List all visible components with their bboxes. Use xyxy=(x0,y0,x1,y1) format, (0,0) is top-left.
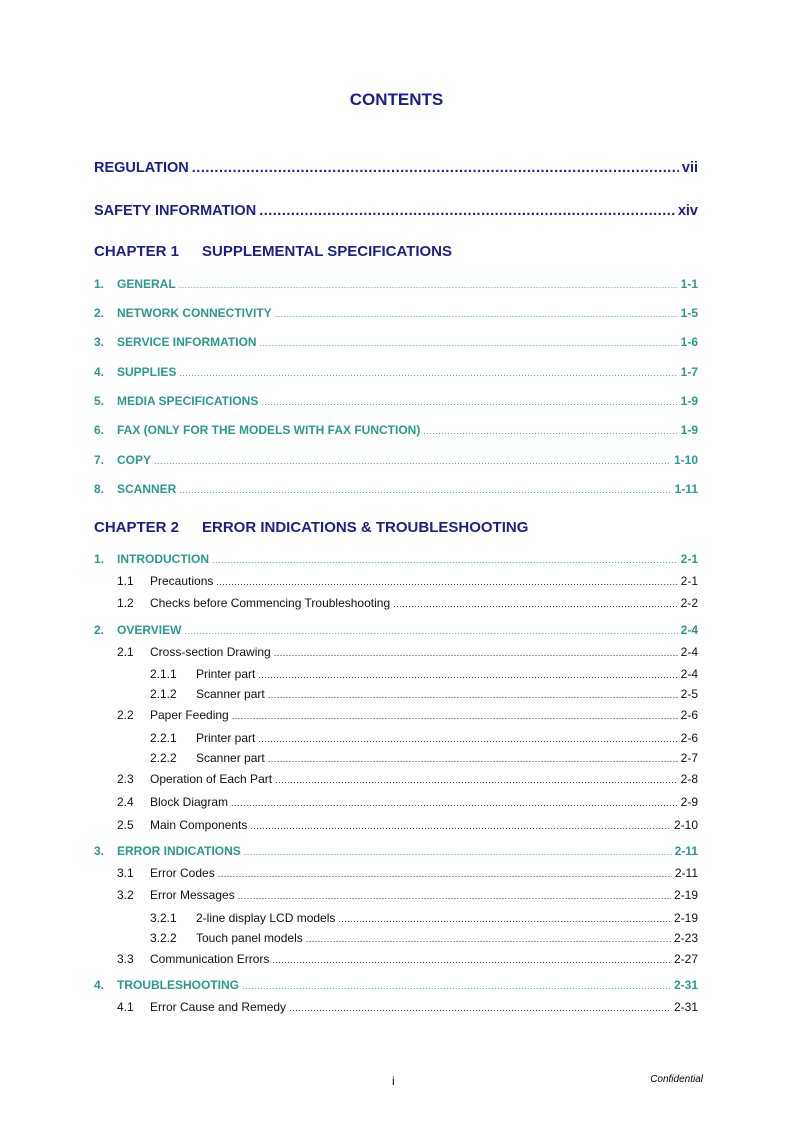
toc-subsection-entry[interactable] xyxy=(117,795,698,809)
toc-subsection-entry[interactable] xyxy=(117,708,698,722)
toc-section-entry[interactable] xyxy=(94,482,698,496)
toc-entry-page: 2-6 xyxy=(680,708,698,722)
toc-entry-number: 2.2 xyxy=(117,708,134,722)
toc-entry-label: SCANNER xyxy=(117,482,177,496)
toc-entry-page: 2-4 xyxy=(680,667,698,681)
toc-entry-label: Scanner part xyxy=(196,687,265,701)
toc-subsection-entry[interactable] xyxy=(117,574,698,588)
chapter-2-heading[interactable] xyxy=(94,519,528,536)
toc-entry-label: SERVICE INFORMATION xyxy=(117,335,257,349)
toc-subsection-entry[interactable] xyxy=(117,645,698,659)
toc-subsubsection-entry[interactable] xyxy=(150,751,698,765)
dot-leader xyxy=(179,485,671,495)
dot-leader xyxy=(244,847,672,857)
toc-subsection-entry[interactable] xyxy=(117,1000,698,1014)
dot-leader xyxy=(275,775,678,785)
toc-entry-label: Error Codes xyxy=(150,866,215,880)
toc-entry-number: 1.1 xyxy=(117,574,134,588)
toc-subsection-entry[interactable] xyxy=(117,888,698,902)
toc-section-entry[interactable] xyxy=(94,335,698,349)
toc-entry-page: 2-19 xyxy=(673,888,698,902)
page-number: i xyxy=(392,1074,395,1088)
toc-entry-page: 2-23 xyxy=(673,931,698,945)
toc-entry-page: 2-31 xyxy=(673,1000,698,1014)
toc-entry-label: Paper Feeding xyxy=(150,708,229,722)
toc-entry-number: 3.2.1 xyxy=(150,911,177,925)
toc-section-entry[interactable] xyxy=(94,844,698,858)
toc-entry-label: SUPPLIES xyxy=(117,365,177,379)
dot-leader xyxy=(261,397,677,407)
toc-section-entry[interactable] xyxy=(94,552,698,566)
dot-leader xyxy=(232,711,678,721)
toc-subsubsection-entry[interactable] xyxy=(150,931,698,945)
toc-entry-page: 2-4 xyxy=(680,645,698,659)
toc-subsection-entry[interactable] xyxy=(117,866,698,880)
toc-entry-number: 3.2 xyxy=(117,888,134,902)
toc-entry-label: Error Messages xyxy=(150,888,235,902)
dot-leader xyxy=(268,690,678,700)
toc-entry-page: 2-5 xyxy=(680,687,698,701)
dot-leader xyxy=(272,955,671,965)
toc-entry-label: REGULATION xyxy=(94,160,189,176)
dot-leader xyxy=(184,626,677,636)
dot-leader xyxy=(289,1003,671,1013)
toc-entry-page: 1-6 xyxy=(680,335,698,349)
toc-subsubsection-entry[interactable] xyxy=(150,667,698,681)
toc-entry-number: 2.3 xyxy=(117,772,134,786)
toc-entry-label: NETWORK CONNECTIVITY xyxy=(117,306,272,320)
toc-entry-page: xiv xyxy=(677,203,698,219)
dot-leader xyxy=(250,821,671,831)
toc-entry-number: 2. xyxy=(94,306,105,320)
toc-entry-label: TROUBLESHOOTING xyxy=(117,978,239,992)
toc-subsection-entry[interactable] xyxy=(117,772,698,786)
chapter-number: CHAPTER 2 xyxy=(94,519,180,536)
toc-entry-number: 3.2.2 xyxy=(150,931,177,945)
toc-entry-page: 2-11 xyxy=(674,844,698,858)
toc-entry-page: 2-2 xyxy=(680,596,698,610)
toc-entry-label: COPY xyxy=(117,453,152,467)
toc-entry-number: 3. xyxy=(94,844,105,858)
toc-entry-number: 1. xyxy=(94,552,105,566)
toc-entry-number: 2.4 xyxy=(117,795,134,809)
toc-subsubsection-entry[interactable] xyxy=(150,731,698,745)
dot-leader xyxy=(268,754,678,764)
toc-entry-label: Scanner part xyxy=(196,751,265,765)
toc-subsection-entry[interactable] xyxy=(117,818,698,832)
toc-entry-number: 2. xyxy=(94,623,105,637)
toc-entry-page: 2-27 xyxy=(673,952,698,966)
dot-leader xyxy=(423,426,677,436)
dot-leader xyxy=(238,891,671,901)
chapter-title: ERROR INDICATIONS & TROUBLESHOOTING xyxy=(202,519,529,536)
toc-entry-page: 1-1 xyxy=(680,277,698,291)
toc-entry-label: GENERAL xyxy=(117,277,176,291)
toc-entry-number: 6. xyxy=(94,423,105,437)
toc-entry-number: 7. xyxy=(94,453,105,467)
toc-entry-number: 2.5 xyxy=(117,818,134,832)
toc-entry-page: 2-19 xyxy=(673,911,698,925)
toc-entry-page: 2-4 xyxy=(680,623,698,637)
toc-entry-label: Printer part xyxy=(196,731,256,745)
toc-entry-page: 1-5 xyxy=(680,306,698,320)
toc-entry-label: Precautions xyxy=(150,574,214,588)
toc-entry-label: SAFETY INFORMATION xyxy=(94,203,257,219)
dot-leader xyxy=(216,577,677,587)
toc-section-entry[interactable] xyxy=(94,306,698,320)
chapter-1-heading[interactable] xyxy=(94,243,452,260)
toc-entry-number: 2.1 xyxy=(117,645,134,659)
dot-leader xyxy=(154,456,671,466)
toc-entry-number: 3.1 xyxy=(117,866,134,880)
toc-subsubsection-entry[interactable] xyxy=(150,911,698,925)
dot-leader xyxy=(260,338,678,348)
dot-leader xyxy=(179,280,678,290)
chapter-title: SUPPLEMENTAL SPECIFICATIONS xyxy=(202,243,453,260)
toc-entry-page: 2-1 xyxy=(680,552,698,566)
toc-entry-label: INTRODUCTION xyxy=(117,552,209,566)
toc-entry-label: Cross-section Drawing xyxy=(150,645,271,659)
toc-entry-regulation[interactable] xyxy=(94,160,698,176)
toc-entry-label: OVERVIEW xyxy=(117,623,182,637)
toc-entry-label: Operation of Each Part xyxy=(150,772,273,786)
toc-entry-page: 1-10 xyxy=(673,453,698,467)
toc-entry-number: 8. xyxy=(94,482,105,496)
toc-entry-page: 1-11 xyxy=(674,482,698,496)
toc-entry-label: FAX (ONLY FOR THE MODELS WITH FAX FUNCTION) xyxy=(117,423,421,437)
toc-entry-number: 4. xyxy=(94,365,105,379)
dot-leader xyxy=(338,914,671,924)
toc-entry-page: 2-7 xyxy=(680,751,698,765)
toc-subsubsection-entry[interactable] xyxy=(150,687,698,701)
dot-leader xyxy=(393,599,678,609)
toc-subsection-entry[interactable] xyxy=(117,596,698,610)
toc-entry-number: 2.1.2 xyxy=(150,687,177,701)
toc-entry-label: Main Components xyxy=(150,818,248,832)
dot-leader xyxy=(306,934,671,944)
toc-entry-page: 2-8 xyxy=(680,772,698,786)
dot-leader xyxy=(259,203,675,219)
toc-entry-number: 2.2.2 xyxy=(150,751,177,765)
toc-entry-number: 3. xyxy=(94,335,105,349)
dot-leader xyxy=(212,555,678,565)
toc-entry-number: 5. xyxy=(94,394,105,408)
toc-entry-number: 2.2.1 xyxy=(150,731,177,745)
toc-entry-label: Printer part xyxy=(196,667,256,681)
toc-entry-page: 2-11 xyxy=(674,866,698,880)
toc-entry-page: 2-1 xyxy=(680,574,698,588)
toc-entry-safety-information[interactable] xyxy=(94,203,698,219)
toc-section-entry[interactable] xyxy=(94,978,698,992)
confidential-label: Confidential xyxy=(650,1074,703,1085)
toc-entry-number: 1.2 xyxy=(117,596,134,610)
toc-section-entry[interactable] xyxy=(94,453,698,467)
toc-section-entry[interactable] xyxy=(94,623,698,637)
toc-entry-page: vii xyxy=(681,160,698,176)
toc-entry-label: ERROR INDICATIONS xyxy=(117,844,241,858)
toc-entry-label: Communication Errors xyxy=(150,952,270,966)
dot-leader xyxy=(242,981,671,991)
toc-entry-number: 1. xyxy=(94,277,105,291)
toc-entry-label: Error Cause and Remedy xyxy=(150,1000,287,1014)
page-title: CONTENTS xyxy=(349,90,444,109)
toc-entry-number: 4.1 xyxy=(117,1000,134,1014)
dot-leader xyxy=(179,368,677,378)
toc-section-entry[interactable] xyxy=(94,423,698,437)
toc-section-entry[interactable] xyxy=(94,365,698,379)
dot-leader xyxy=(231,798,678,808)
toc-entry-page: 1-9 xyxy=(680,423,698,437)
toc-entry-page: 2-31 xyxy=(673,978,698,992)
toc-entry-label: Checks before Commencing Troubleshooting xyxy=(150,596,391,610)
chapter-number: CHAPTER 1 xyxy=(94,243,180,260)
toc-entry-page: 2-9 xyxy=(680,795,698,809)
toc-subsection-entry[interactable] xyxy=(117,952,698,966)
toc-entry-page: 1-9 xyxy=(680,394,698,408)
toc-section-entry[interactable] xyxy=(94,394,698,408)
toc-entry-page: 1-7 xyxy=(680,365,698,379)
dot-leader xyxy=(258,670,677,680)
toc-entry-number: 3.3 xyxy=(117,952,134,966)
dot-leader xyxy=(258,734,677,744)
dot-leader xyxy=(274,648,678,658)
toc-entry-number: 4. xyxy=(94,978,105,992)
toc-entry-page: 2-10 xyxy=(673,818,698,832)
toc-entry-number: 2.1.1 xyxy=(150,667,177,681)
toc-entry-label: Block Diagram xyxy=(150,795,229,809)
toc-entry-label: MEDIA SPECIFICATIONS xyxy=(117,394,259,408)
toc-entry-page: 2-6 xyxy=(680,731,698,745)
dot-leader xyxy=(275,309,678,319)
toc-entry-label: Touch panel models xyxy=(196,931,303,945)
dot-leader xyxy=(218,869,672,879)
dot-leader xyxy=(192,160,679,176)
toc-entry-label: 2-line display LCD models xyxy=(196,911,336,925)
toc-section-entry[interactable] xyxy=(94,277,698,291)
